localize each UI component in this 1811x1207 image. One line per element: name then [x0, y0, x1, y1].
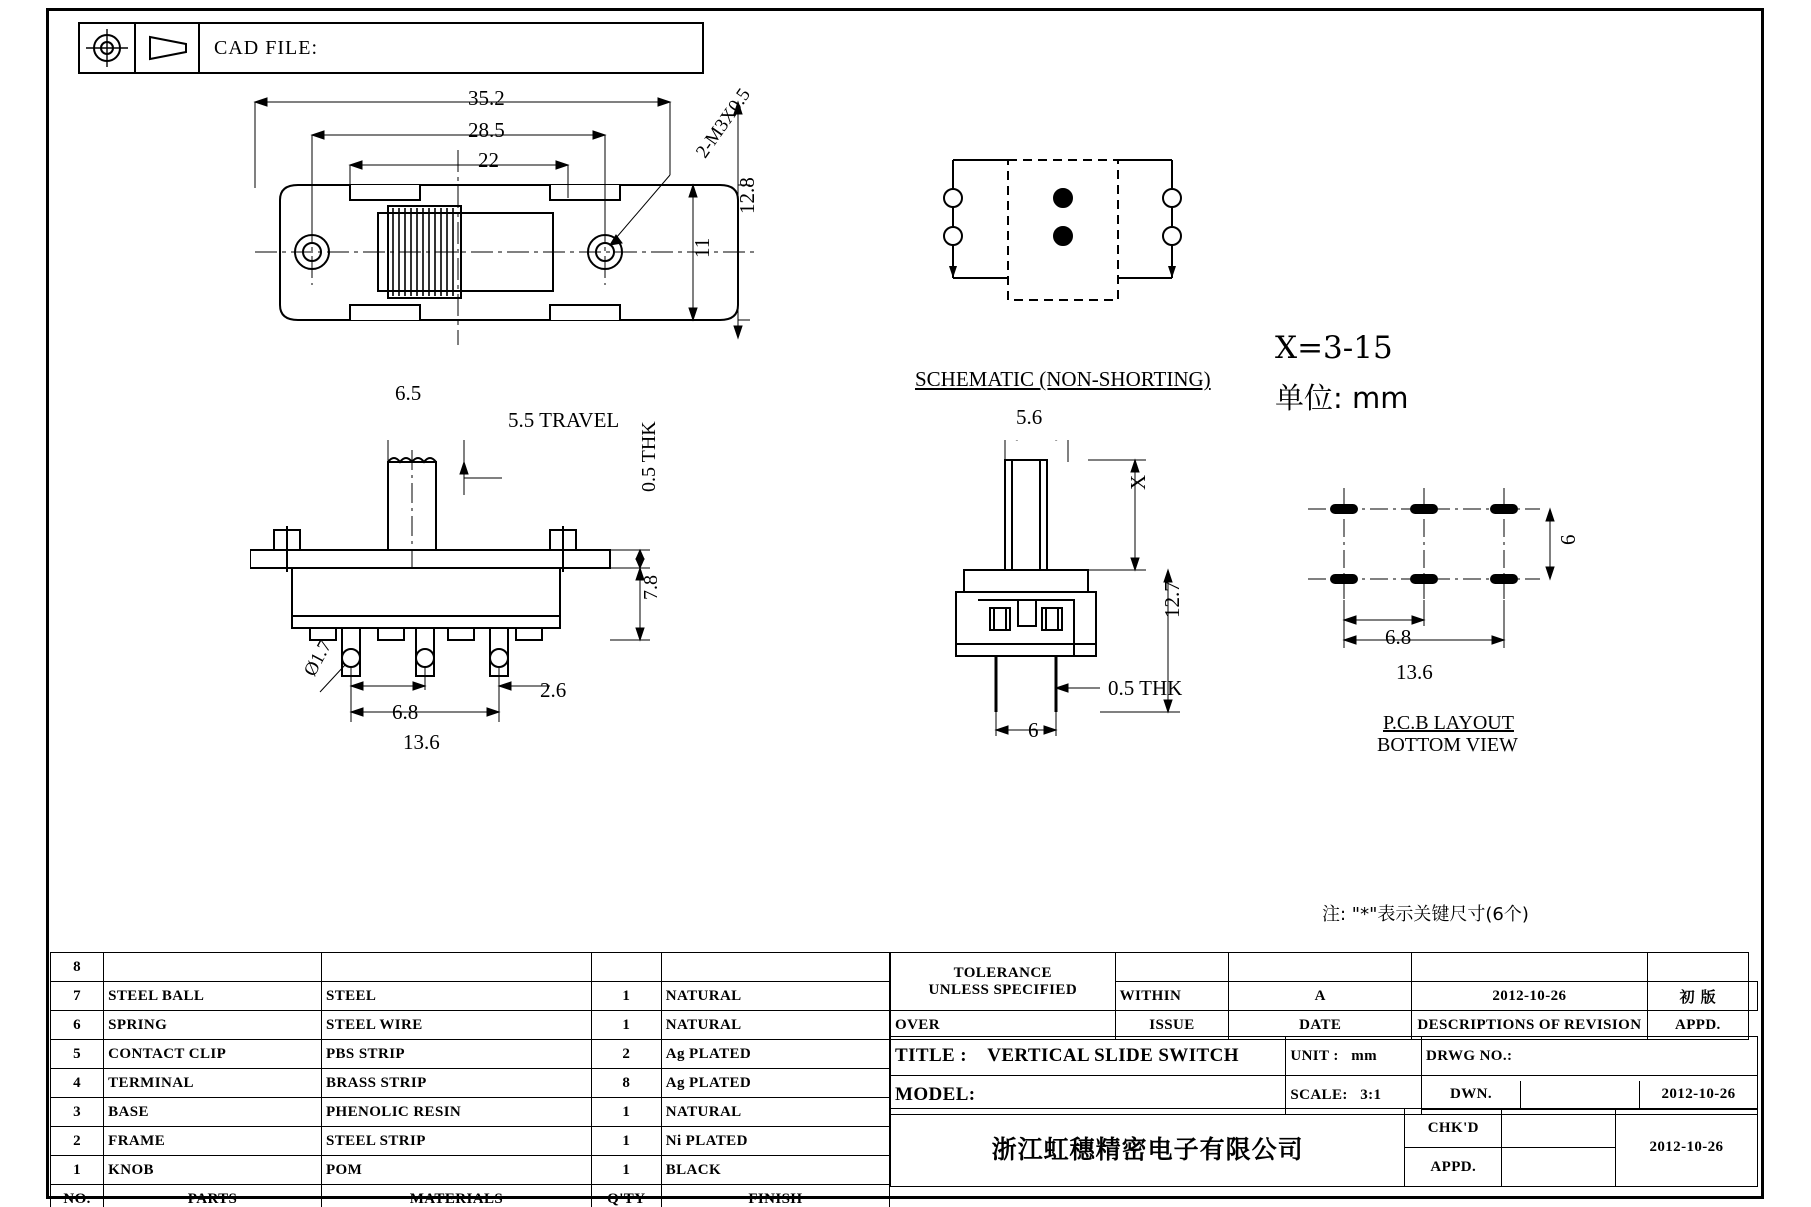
- company-name: 浙江虹穗精密电子有限公司: [991, 1134, 1304, 1164]
- dim-top-11: 11: [690, 237, 714, 258]
- bom-material: STEEL WIRE: [321, 1011, 591, 1040]
- bom-col-parts: PARTS: [104, 1185, 322, 1207]
- first-angle-projection-icon: [80, 25, 134, 71]
- drwg-no-label: DRWG NO.:: [1426, 1047, 1513, 1064]
- company-cell: [891, 1109, 1405, 1187]
- table-row: [51, 953, 890, 982]
- bom-qty: 1: [591, 1098, 661, 1127]
- dim-front-13-6: 13.6: [403, 730, 440, 754]
- bom-col-materials: MATERIALS: [321, 1185, 591, 1207]
- dim-side-x: X: [1126, 474, 1150, 490]
- bom-qty: 1: [591, 982, 661, 1011]
- dim-top-22: 22: [478, 148, 499, 172]
- dwn-value: [1521, 1081, 1640, 1110]
- tolerance-header-row: [891, 953, 1758, 982]
- bom-part: BASE: [104, 1098, 322, 1127]
- bom-part: SPRING: [104, 1011, 322, 1040]
- appd-row-label: APPD.: [1405, 1148, 1502, 1187]
- date-value: 2012-10-26: [1412, 982, 1648, 1011]
- dim-side-0-5-thk: 0.5 THK: [1108, 676, 1183, 700]
- dwn-label: DWN.: [1422, 1081, 1521, 1110]
- pcb-layout-drawing: [1300, 480, 1580, 670]
- unit-value: mm: [1351, 1047, 1377, 1064]
- dwn-date: 2012-10-26: [1640, 1081, 1757, 1110]
- bom-no: 8: [51, 953, 104, 982]
- scale-label: SCALE:: [1290, 1086, 1348, 1103]
- tolerance-extra-4: [1647, 953, 1748, 982]
- bom-material: STEEL: [321, 982, 591, 1011]
- bom-material: BRASS STRIP: [321, 1069, 591, 1098]
- key-dimension-note: 注: "*"表示关键尺寸(6个): [1322, 904, 1529, 925]
- revision-desc-value: 初 版: [1647, 982, 1748, 1011]
- title-block-lower: [890, 1036, 1758, 1190]
- table-row: [51, 1127, 890, 1156]
- dim-front-travel: 5.5 TRAVEL: [508, 408, 620, 432]
- table-row: [51, 982, 890, 1011]
- tolerance-extra-3: [1412, 953, 1648, 982]
- bom-finish: [661, 953, 889, 982]
- front-view-drawing: [250, 440, 770, 770]
- table-header-row: [51, 1185, 890, 1207]
- tolerance-extra-1: [1115, 953, 1229, 982]
- drwg-no-cell: [1422, 1037, 1758, 1076]
- table-row: [51, 1069, 890, 1098]
- tolerance-label: [891, 953, 1116, 1011]
- bom-part: TERMINAL: [104, 1069, 322, 1098]
- dim-top-35-2: 35.2: [468, 86, 505, 110]
- issue-value: A: [1229, 982, 1412, 1011]
- table-row: [51, 1040, 890, 1069]
- bom-no: 2: [51, 1127, 104, 1156]
- dim-pcb-6: 6: [1556, 534, 1580, 545]
- appd-header: APPD.: [1647, 1011, 1748, 1040]
- bom-finish: BLACK: [661, 1156, 889, 1185]
- x-range-note: X=3-15: [1275, 330, 1393, 366]
- dim-pcb-6-8: 6.8: [1385, 625, 1412, 649]
- dim-top-28-5: 28.5: [468, 118, 505, 142]
- side-view-drawing: [950, 440, 1250, 770]
- bom-part: [104, 953, 322, 982]
- bom-qty: 1: [591, 1011, 661, 1040]
- tolerance-line1: TOLERANCE: [953, 964, 1052, 981]
- revision-desc-header: DESCRIPTIONS OF REVISION: [1412, 1011, 1648, 1040]
- bom-qty: 1: [591, 1156, 661, 1185]
- over-label: OVER: [891, 1011, 1116, 1040]
- bom-finish: Ag PLATED: [661, 1040, 889, 1069]
- bom-material: [321, 953, 591, 982]
- unit-cell: [1286, 1037, 1422, 1076]
- unit-note: 单位: mm: [1275, 381, 1409, 415]
- table-row: [51, 1098, 890, 1127]
- dim-front-6-8: 6.8: [392, 700, 419, 724]
- bom-no: 6: [51, 1011, 104, 1040]
- bom-finish: NATURAL: [661, 1011, 889, 1040]
- chkd-label: CHK'D: [1405, 1109, 1502, 1148]
- bom-qty: 2: [591, 1040, 661, 1069]
- pcb-caption-line1: P.C.B LAYOUT: [1383, 712, 1514, 734]
- bom-part: CONTACT CLIP: [104, 1040, 322, 1069]
- bom-finish: Ni PLATED: [661, 1127, 889, 1156]
- bom-qty: 1: [591, 1127, 661, 1156]
- title-cell: [891, 1037, 1286, 1076]
- table-row: [51, 1156, 890, 1185]
- bom-finish: Ag PLATED: [661, 1069, 889, 1098]
- bom-no: 5: [51, 1040, 104, 1069]
- issue-label: ISSUE: [1115, 1011, 1229, 1040]
- dim-top-12-8: 12.8: [735, 177, 759, 214]
- bom-material: PHENOLIC RESIN: [321, 1098, 591, 1127]
- bom-finish: NATURAL: [661, 982, 889, 1011]
- scale-value: 3:1: [1360, 1086, 1382, 1103]
- title-block: [890, 952, 1758, 1040]
- schematic-drawing: [940, 150, 1220, 340]
- within-label: WITHIN: [1115, 982, 1229, 1011]
- title-label: TITLE :: [895, 1045, 967, 1066]
- chkd-value: [1502, 1109, 1616, 1148]
- dim-side-5-6: 5.6: [1016, 405, 1043, 429]
- bom-col-no: NO.: [51, 1185, 104, 1207]
- bom-material: POM: [321, 1156, 591, 1185]
- bom-part: KNOB: [104, 1156, 322, 1185]
- dim-side-6: 6: [1028, 718, 1039, 742]
- appd-value: [1749, 982, 1758, 1011]
- bom-qty: 8: [591, 1069, 661, 1098]
- unit-label: UNIT :: [1290, 1047, 1339, 1064]
- cad-file-label: CAD FILE:: [214, 36, 318, 59]
- model-label: MODEL:: [895, 1084, 976, 1105]
- dim-front-dia: Ø1.7: [300, 636, 337, 680]
- appd-date: 2012-10-26: [1615, 1109, 1757, 1187]
- schematic-caption: SCHEMATIC (NON-SHORTING): [915, 367, 1211, 391]
- dim-front-6-5: 6.5: [395, 381, 422, 405]
- bom-no: 3: [51, 1098, 104, 1127]
- top-view-drawing: [250, 80, 770, 360]
- bom-no: 4: [51, 1069, 104, 1098]
- bom-finish: NATURAL: [661, 1098, 889, 1127]
- title-value: VERTICAL SLIDE SWITCH: [987, 1045, 1239, 1066]
- appd-row-value: [1502, 1148, 1616, 1187]
- dim-front-7-8: 7.8: [640, 575, 662, 600]
- cad-file-header: [78, 22, 704, 74]
- bom-part: FRAME: [104, 1127, 322, 1156]
- tolerance-line2: UNLESS SPECIFIED: [928, 981, 1078, 998]
- dim-pcb-13-6: 13.6: [1396, 660, 1433, 684]
- bom-col-finish: FINISH: [661, 1185, 889, 1207]
- bom-part: STEEL BALL: [104, 982, 322, 1011]
- bom-table: [50, 952, 890, 1207]
- bom-material: STEEL STRIP: [321, 1127, 591, 1156]
- bom-material: PBS STRIP: [321, 1040, 591, 1069]
- bom-no: 1: [51, 1156, 104, 1185]
- dim-hole-thread: 2-M3X0.5: [692, 84, 755, 163]
- taper-symbol-icon: [136, 25, 198, 71]
- bom-no: 7: [51, 982, 104, 1011]
- tolerance-extra-2: [1229, 953, 1412, 982]
- dim-front-0-5-thk: 0.5 THK: [638, 421, 660, 492]
- dim-front-2-6: 2.6: [540, 678, 567, 702]
- date-label: DATE: [1229, 1011, 1412, 1040]
- table-row: [51, 1011, 890, 1040]
- bom-col-qty: Q'TY: [591, 1185, 661, 1207]
- dim-side-12-7: 12.7: [1160, 581, 1184, 618]
- bom-qty: [591, 953, 661, 982]
- pcb-caption-line2: BOTTOM VIEW: [1377, 734, 1518, 756]
